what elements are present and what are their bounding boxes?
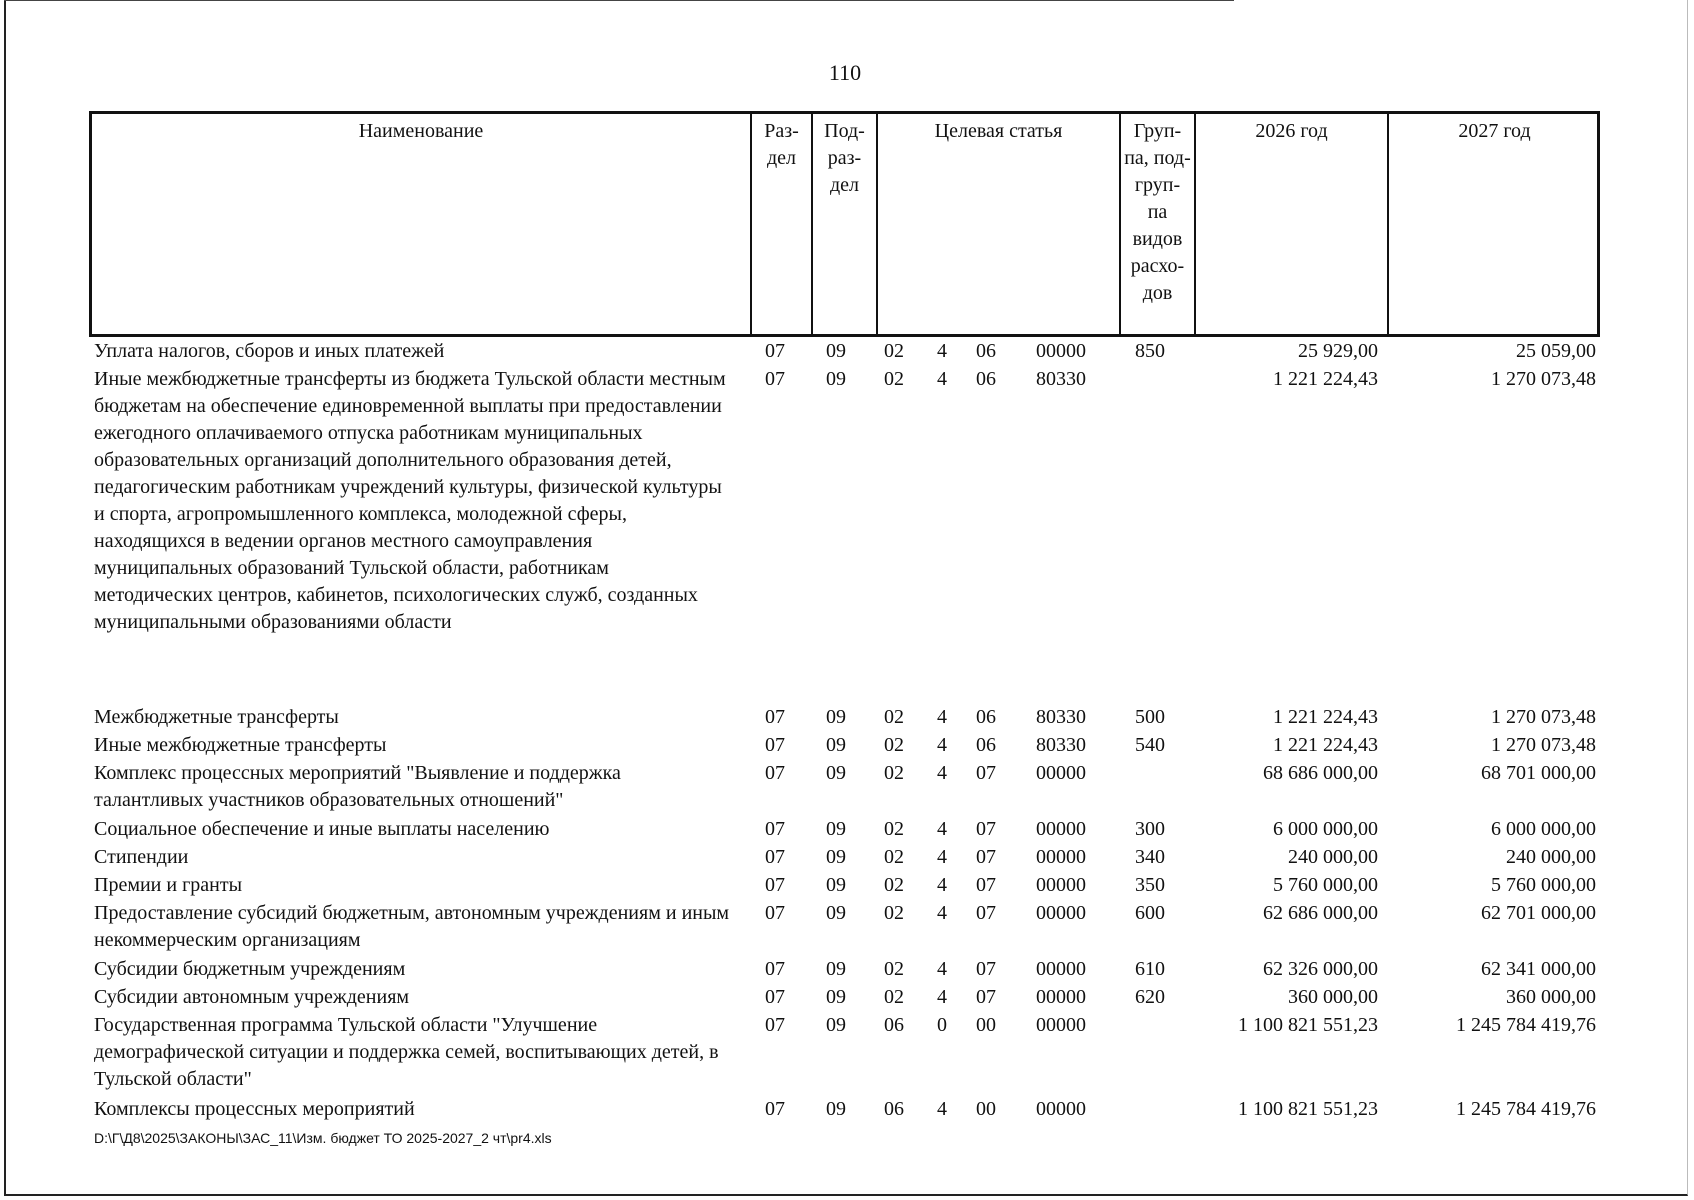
row-razdel: 07 [765, 734, 785, 756]
row-direction: 80330 [1036, 734, 1086, 756]
row-program: 02 [884, 734, 904, 756]
row-razdel: 07 [765, 762, 785, 784]
row-type: 4 [937, 818, 947, 840]
row-group: 540 [1135, 734, 1165, 756]
row-group: 340 [1135, 846, 1165, 868]
row-razdel: 07 [765, 1014, 785, 1036]
row-group: 300 [1135, 818, 1165, 840]
row-structure: 07 [976, 902, 996, 924]
row-2027: 1 245 784 419,76 [1456, 1014, 1596, 1036]
row-2027: 5 760 000,00 [1491, 874, 1596, 896]
row-2027: 6 000 000,00 [1491, 818, 1596, 840]
row-structure: 00 [976, 1098, 996, 1120]
row-2027: 25 059,00 [1516, 340, 1596, 362]
row-name: Предоставление субсидий бюджетным, автономным учреждениям и иным некоммерческим организациям [94, 902, 730, 951]
header-gruppa-line: па, под- [1124, 147, 1191, 169]
row-2026: 25 929,00 [1298, 340, 1378, 362]
row-group: 500 [1135, 706, 1165, 728]
row-2026: 62 326 000,00 [1263, 958, 1378, 980]
row-podrazdel: 09 [826, 762, 846, 784]
header-2027 [1389, 114, 1600, 334]
row-name: Субсидии бюджетным учреждениям [94, 958, 406, 980]
row-name: Социальное обеспечение и иные выплаты населению [94, 818, 550, 840]
row-structure: 07 [976, 958, 996, 980]
row-group: 600 [1135, 902, 1165, 924]
row-structure: 07 [976, 818, 996, 840]
row-name: Иные межбюджетные трансферты [94, 734, 387, 756]
row-direction: 00000 [1036, 762, 1086, 784]
row-2027: 1 270 073,48 [1491, 368, 1596, 390]
header-gruppa-line: видов [1132, 228, 1183, 250]
row-podrazdel: 09 [826, 368, 846, 390]
header-razdel-line: дел [766, 147, 797, 169]
row-program: 02 [884, 902, 904, 924]
row-program: 06 [884, 1014, 904, 1036]
header-podrazdel-line: дел [829, 174, 860, 196]
header-podrazdel-line: раз- [827, 147, 862, 169]
row-podrazdel: 09 [826, 706, 846, 728]
row-2027: 62 701 000,00 [1481, 902, 1596, 924]
row-direction: 00000 [1036, 340, 1086, 362]
row-program: 02 [884, 368, 904, 390]
row-2027: 240 000,00 [1506, 846, 1596, 868]
row-podrazdel: 09 [826, 340, 846, 362]
row-name: Премии и гранты [94, 874, 243, 896]
row-2026: 5 760 000,00 [1273, 874, 1378, 896]
page-number: 110 [828, 60, 862, 85]
row-razdel: 07 [765, 818, 785, 840]
row-razdel: 07 [765, 958, 785, 980]
row-podrazdel: 09 [826, 958, 846, 980]
row-razdel: 07 [765, 986, 785, 1008]
header-name [92, 114, 752, 334]
row-type: 4 [937, 734, 947, 756]
footer-file-path: D:\Г\Д8\2025\ЗАКОНЫ\ЗАС_11\Изм. бюджет ТО 2025-2027_2 чт\pr4.xls [94, 1130, 552, 1146]
row-razdel: 07 [765, 340, 785, 362]
row-name: Межбюджетные трансферты [94, 706, 339, 728]
row-type: 4 [937, 958, 947, 980]
row-program: 02 [884, 846, 904, 868]
row-direction: 00000 [1036, 846, 1086, 868]
row-program: 02 [884, 818, 904, 840]
header-2026 [1196, 114, 1389, 334]
row-direction: 00000 [1036, 818, 1086, 840]
row-program: 06 [884, 1098, 904, 1120]
table-header [89, 111, 1600, 337]
row-2026: 1 221 224,43 [1273, 368, 1378, 390]
row-type: 0 [937, 1014, 947, 1036]
row-name: Комплексы процессных мероприятий [94, 1098, 415, 1120]
row-2027: 360 000,00 [1506, 986, 1596, 1008]
header-gruppa [1121, 114, 1196, 334]
row-name: Уплата налогов, сборов и иных платежей [94, 340, 445, 362]
row-type: 4 [937, 874, 947, 896]
row-structure: 06 [976, 734, 996, 756]
row-2026: 1 100 821 551,23 [1238, 1014, 1378, 1036]
header-podrazdel [813, 114, 878, 334]
row-2027: 1 270 073,48 [1491, 734, 1596, 756]
row-name: Стипендии [94, 846, 189, 868]
row-podrazdel: 09 [826, 846, 846, 868]
row-razdel: 07 [765, 368, 785, 390]
header-gruppa-line: па [1147, 201, 1168, 223]
row-razdel: 07 [765, 874, 785, 896]
row-name: Иные межбюджетные трансферты из бюджета Тульской области местным бюджетам на обеспечение единовременной выплаты при предоставлении ежегодного оплачиваемого отпуска работникам муниципальных образовательных организаций дополнительного образования детей, педагогическим работникам учреждений культуры, физической культуры и спорта, агропромышленного комплекса, молодежной сферы, находящихся в ведении органов местного самоуправления муниципальных образований Тульской области, работникам методических центров, кабинетов, психологических служб, созданных муниципальными образованиями области [94, 368, 726, 633]
row-direction: 00000 [1036, 958, 1086, 980]
row-direction: 00000 [1036, 874, 1086, 896]
row-structure: 06 [976, 706, 996, 728]
row-razdel: 07 [765, 1098, 785, 1120]
row-type: 4 [937, 846, 947, 868]
row-2026: 360 000,00 [1288, 986, 1378, 1008]
row-group: 620 [1135, 986, 1165, 1008]
header-tselevaya-label: Целевая статья [934, 120, 1063, 142]
row-direction: 00000 [1036, 986, 1086, 1008]
row-podrazdel: 09 [826, 986, 846, 1008]
row-name: Комплекс процессных мероприятий "Выявление и поддержка талантливых участников образовательных отношений" [94, 762, 621, 811]
header-2026-label: 2026 год [1255, 120, 1328, 142]
row-structure: 00 [976, 1014, 996, 1036]
row-name: Государственная программа Тульской области "Улучшение демографической ситуации и поддержка семей, воспитывающих детей, в Тульской области" [94, 1014, 719, 1090]
row-razdel: 07 [765, 902, 785, 924]
row-program: 02 [884, 340, 904, 362]
row-direction: 80330 [1036, 368, 1086, 390]
row-direction: 00000 [1036, 902, 1086, 924]
row-2027: 1 245 784 419,76 [1456, 1098, 1596, 1120]
row-type: 4 [937, 368, 947, 390]
row-program: 02 [884, 874, 904, 896]
row-structure: 07 [976, 986, 996, 1008]
row-type: 4 [937, 340, 947, 362]
row-name: Субсидии автономным учреждениям [94, 986, 410, 1008]
row-2026: 6 000 000,00 [1273, 818, 1378, 840]
row-2027: 68 701 000,00 [1481, 762, 1596, 784]
row-2026: 62 686 000,00 [1263, 902, 1378, 924]
top-rule [4, 0, 1234, 1]
row-2027: 62 341 000,00 [1481, 958, 1596, 980]
row-podrazdel: 09 [826, 734, 846, 756]
row-2027: 1 270 073,48 [1491, 706, 1596, 728]
row-type: 4 [937, 1098, 947, 1120]
row-2026: 1 100 821 551,23 [1238, 1098, 1378, 1120]
row-direction: 80330 [1036, 706, 1086, 728]
row-program: 02 [884, 706, 904, 728]
row-direction: 00000 [1036, 1098, 1086, 1120]
row-program: 02 [884, 958, 904, 980]
header-2027-label: 2027 год [1458, 120, 1531, 142]
row-razdel: 07 [765, 846, 785, 868]
row-podrazdel: 09 [826, 1098, 846, 1120]
row-2026: 1 221 224,43 [1273, 734, 1378, 756]
row-program: 02 [884, 762, 904, 784]
row-group: 350 [1135, 874, 1165, 896]
row-2026: 240 000,00 [1288, 846, 1378, 868]
row-program: 02 [884, 986, 904, 1008]
row-razdel: 07 [765, 706, 785, 728]
header-tselevaya [878, 114, 1121, 334]
header-podrazdel-line: Под- [824, 120, 865, 142]
row-podrazdel: 09 [826, 1014, 846, 1036]
row-2026: 68 686 000,00 [1263, 762, 1378, 784]
header-gruppa-line: расхо- [1130, 255, 1185, 277]
row-2026: 1 221 224,43 [1273, 706, 1378, 728]
row-type: 4 [937, 706, 947, 728]
row-podrazdel: 09 [826, 874, 846, 896]
row-group: 610 [1135, 958, 1165, 980]
row-structure: 07 [976, 762, 996, 784]
row-direction: 00000 [1036, 1014, 1086, 1036]
row-structure: 06 [976, 368, 996, 390]
row-podrazdel: 09 [826, 818, 846, 840]
row-podrazdel: 09 [826, 902, 846, 924]
row-type: 4 [937, 986, 947, 1008]
header-gruppa-line: груп- [1134, 174, 1181, 196]
row-structure: 07 [976, 874, 996, 896]
row-type: 4 [937, 902, 947, 924]
header-gruppa-line: дов [1142, 282, 1173, 304]
row-structure: 07 [976, 846, 996, 868]
row-group: 850 [1135, 340, 1165, 362]
header-gruppa-line: Груп- [1133, 120, 1182, 142]
row-type: 4 [937, 762, 947, 784]
header-razdel [752, 114, 813, 334]
row-structure: 06 [976, 340, 996, 362]
header-name-label: Наименование [358, 120, 484, 142]
header-razdel-line: Раз- [764, 120, 799, 142]
